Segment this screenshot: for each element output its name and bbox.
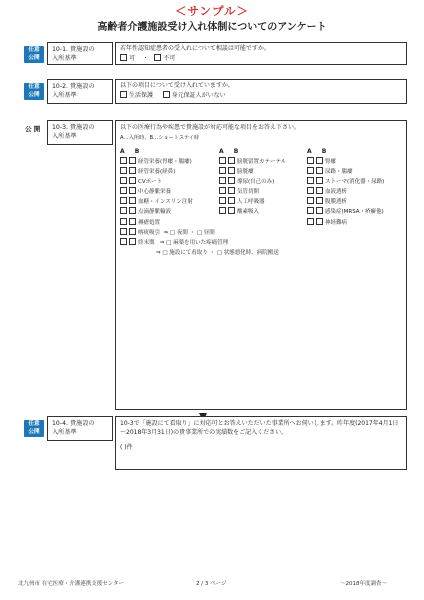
- q10-3-box: 以下の医療行為や疾患で貴施設が対応可能な項目をお答え下さい。 A…入所時、B…ショートステイ時 A B 経管栄養(胃瘻・腸瘻) 経管栄養(経鼻) CVポート 中心静脈栄養 血糖・インスリン注射 点滴静脈輸液 褥瘡処置 A B 膀胱留置カテーテル 膀胱瘻 導尿(自己のみ) 気管切開 人工呼吸器 酸素吸入 A B 腎瘻 尿路・腸瘻 ストーマ(消化器・尿路) 血液透析 腹膜透析 感染症(MRSA・疥癬他) 神経難病 喀痰吸引 ⇒ □ 夜間 ・ □ 昼間 終末期 ⇒ □ 麻薬を用いた疼痛管理 ⇒ □ 施設にて看取り ・ □ 状態悪化時、病院搬送: [115, 120, 407, 410]
- optional-public-badge: 任意 公開: [24, 83, 44, 100]
- item-terminal-care: 終末期 ⇒ □ 麻薬を用いた疼痛管理: [120, 238, 402, 248]
- public-label: 公 開: [25, 125, 41, 133]
- q10-3-question: 以下の医療行為や疾患で貴施設が対応可能な項目をお答え下さい。: [120, 124, 301, 131]
- item-insulin: 血糖・インスリン注射: [120, 197, 219, 207]
- item-ventilator: 人工呼吸器: [219, 197, 307, 207]
- q10-4-answer[interactable]: ( )件: [120, 444, 133, 451]
- item-hemodialysis: 血液透析: [307, 187, 395, 197]
- q10-4-label: 10-4. 貴施設の 入所基準: [47, 416, 113, 441]
- q10-3-label: 10-3. 貴施設の 入所基準: [47, 120, 113, 145]
- item-tube-feeding-gastric: 経管栄養(胃瘻・腸瘻): [120, 157, 219, 167]
- q10-1-label: 10-1. 貴施設の 入所基準: [47, 42, 113, 65]
- q10-4-question: 10-3で「施設にて看取り」に対応可とお答えいただいた事業所へお伺いします。昨年度(2017年4月1日～2018年3月31日)の貴事業所での実績数をご記入ください。: [120, 420, 399, 436]
- item-infection: 感染症(MRSA・疥癬他): [307, 207, 395, 217]
- survey-year: ～2018年度調査～: [340, 581, 387, 587]
- item-pressure-ulcer: 褥瘡処置: [120, 218, 219, 228]
- q10-2-label: 10-2. 貴施設の 入所基準: [47, 79, 113, 104]
- item-stoma: ストーマ(消化器・尿路): [307, 177, 395, 187]
- item-neuro-intractable: 神経難病: [307, 218, 395, 228]
- item-peritoneal-dialysis: 腹膜透析: [307, 197, 395, 207]
- item-oxygen: 酸素吸入: [219, 207, 307, 217]
- q10-3-legend: A…入所時、B…ショートステイ時: [120, 135, 200, 141]
- item-tpn: 中心静脈栄養: [120, 187, 219, 197]
- item-cv-port: CVポート: [120, 177, 219, 187]
- page-title: 高齢者介護施設受け入れ体制についてのアンケート: [97, 22, 327, 33]
- sample-heading: ＜サンプル＞: [175, 4, 249, 18]
- item-tracheostomy: 気管切開: [219, 187, 307, 197]
- item-urinary-catheter: 膀胱留置カテーテル: [219, 157, 307, 167]
- footer-org: 北九州市 在宅医療・介護連携支援センター: [18, 581, 125, 587]
- item-tube-feeding-nasal: 経管栄養(経鼻): [120, 167, 219, 177]
- item-nephrostomy: 腎瘻: [307, 157, 395, 167]
- q10-2-question: 以下の項目について受け入れていますか。: [120, 82, 234, 89]
- no-guarantor-checkbox[interactable]: [163, 91, 170, 98]
- item-catheterization: 導尿(自己のみ): [219, 177, 307, 187]
- ab-header: A B: [120, 148, 144, 155]
- item-iv-drip: 点滴静脈輸液: [120, 207, 219, 217]
- welfare-checkbox[interactable]: [120, 91, 127, 98]
- q10-2-box: 以下の項目について受け入れていますか。 生活保護 身元保証人がいない: [115, 79, 407, 104]
- item-urostomy: 尿路・腸瘻: [307, 167, 395, 177]
- optional-public-badge: 任意 公開: [24, 420, 44, 437]
- q10-1-box: 若年性認知症患者の受入れについて相談は可能ですか。 可 ・ 不可: [115, 42, 407, 65]
- page-number: 2 / 3 ページ: [196, 581, 227, 587]
- optional-public-badge: 任意 公開: [24, 46, 44, 63]
- q10-1-question: 若年性認知症患者の受入れについて相談は可能ですか。: [120, 45, 270, 52]
- q10-1-yes-checkbox[interactable]: [120, 54, 127, 61]
- q10-1-no-checkbox[interactable]: [154, 54, 161, 61]
- q10-4-box: [115, 416, 407, 470]
- item-sputum-suction: 喀痰吸引 ⇒ □ 夜間 ・ □ 昼間: [120, 228, 402, 238]
- item-cystostomy: 膀胱瘻: [219, 167, 307, 177]
- item-terminal-care-options: ⇒ □ 施設にて看取り ・ □ 状態悪化時、病院搬送: [156, 249, 279, 256]
